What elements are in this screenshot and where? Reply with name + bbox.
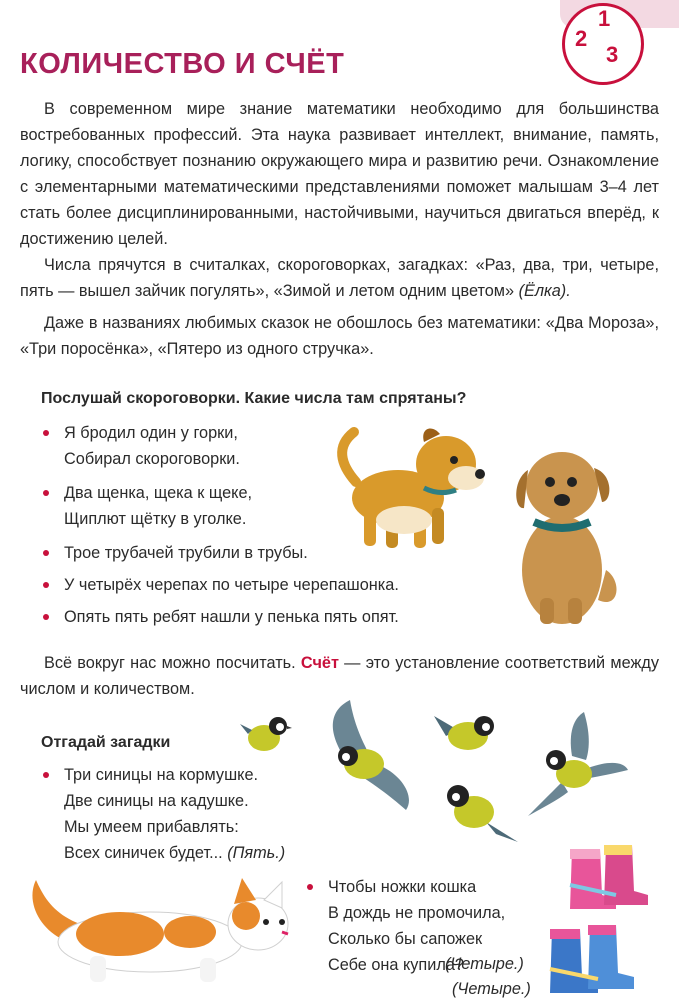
intro-paragraph: [20, 310, 659, 362]
dog-sitting-illustration: [510, 430, 625, 630]
badge-digit: 2: [575, 26, 588, 51]
bullet-icon: [43, 772, 49, 778]
riddle-item: [38, 762, 285, 866]
bullet-icon: [307, 884, 313, 890]
section-heading: Послушай скороговорки. Какие числа там спрятаны?: [41, 390, 467, 407]
intro-text: Числа прячутся в считалках, скороговорках, загадках: «Раз, два, три, четыре, пять — вышел зайчик погулять», «Зимой и летом одним цветом»: [20, 256, 659, 300]
counting-text: — это установление соответствий между числом и количеством.: [20, 654, 659, 698]
riddle-answer: (Четыре.): [445, 955, 524, 973]
badge-digit: 3: [606, 42, 619, 67]
riddle-answer: (Пять.): [227, 844, 286, 862]
dog-standing-illustration: [328, 420, 493, 555]
riddle-line: Две синицы на кадушке.: [64, 792, 249, 810]
bullet-icon: [43, 490, 49, 496]
riddle-answer: (Четыре.): [452, 980, 531, 998]
riddle-list: [38, 762, 285, 866]
list-item-text: Я бродил один у горки,: [64, 424, 238, 442]
riddle-line-text: Всех синичек будет...: [64, 844, 228, 862]
riddle-line: [64, 840, 285, 866]
list-item: [38, 572, 399, 598]
intro-text: Даже в названиях любимых сказок не обошлось без математики: «Два Мороза», «Три поросёнка», «Пятеро из одного стручка».: [20, 314, 659, 358]
section-heading: Отгадай загадки: [41, 734, 171, 751]
intro-paragraph: [20, 252, 659, 304]
counting-paragraph: [20, 650, 659, 702]
titmouse-illustration: [440, 778, 518, 846]
riddle-line: Мы умеем прибавлять:: [64, 818, 239, 836]
list-item-text: Трое трубачей трубили в трубы.: [64, 544, 308, 562]
list-item-text: Опять пять ребят нашли у пенька пять опят.: [64, 608, 399, 626]
riddle-line: В дождь не промочила,: [328, 904, 506, 922]
list-item: [38, 604, 399, 630]
list-item-text: Собирал скороговорки.: [64, 450, 240, 468]
list-item-text: У четырёх черепах по четыре черепашонка.: [64, 576, 399, 594]
riddle-line: Три синицы на кормушке.: [64, 766, 259, 784]
cat-illustration: [20, 868, 295, 986]
intro-answer: (Ёлка).: [518, 282, 571, 300]
boots-illustration: [562, 845, 648, 915]
riddle-line: Себе она купила?: [328, 956, 464, 974]
titmouse-illustration: [240, 710, 292, 758]
intro-paragraph: [20, 96, 659, 252]
titmouse-illustration: [528, 712, 628, 816]
bullet-icon: [43, 582, 49, 588]
badge-digit: 1: [598, 6, 611, 31]
intro-text: В современном мире знание математики необходимо для большинства востребованных профессий. Эта наука развивает интеллект, внимание, память, логику, способствует познанию окружающего мира и развитию речи. Ознакомление с элементарными математическими представлениями поможет малышам 3–4 лет стать более дисциплинированными, настойчивыми, научиться двигаться вперёд, к достижению целей.: [20, 100, 659, 248]
bullet-icon: [43, 550, 49, 556]
titmouse-illustration: [428, 706, 498, 760]
counting-term: Счёт: [300, 654, 339, 672]
riddle-line: Чтобы ножки кошка: [328, 878, 477, 896]
numbers-badge: [562, 3, 644, 85]
riddle-line: Сколько бы сапожек: [328, 930, 483, 948]
page-title: КОЛИЧЕСТВО И СЧЁТ: [20, 48, 345, 80]
counting-text: Всё вокруг нас можно посчитать.: [44, 654, 301, 672]
list-item-text: Щиплют щётку в уголке.: [64, 510, 247, 528]
bullet-icon: [43, 614, 49, 620]
titmouse-illustration: [320, 700, 418, 810]
boots-illustration: [544, 925, 634, 997]
bullet-icon: [43, 430, 49, 436]
list-item-text: Два щенка, щека к щеке,: [64, 484, 253, 502]
